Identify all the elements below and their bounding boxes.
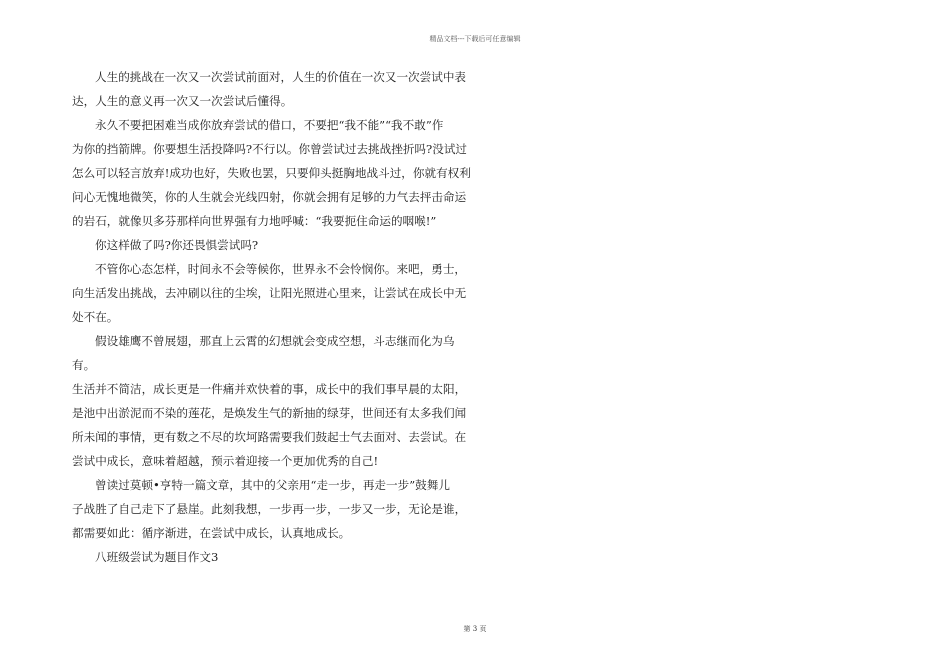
page-number: 第 3 页	[463, 625, 487, 633]
text-line: 处不在。	[72, 310, 119, 324]
page-header: 精品文档---下载后可任意编辑	[429, 35, 521, 43]
text-line: 是池中出淤泥而不染的莲花，是焕发生气的新抽的绿芽，世间还有太多我们闻	[72, 406, 467, 420]
section-title	[72, 545, 472, 569]
document-body	[72, 65, 472, 569]
paragraph-4	[72, 257, 472, 329]
paragraph-3	[72, 233, 472, 257]
text-line: 的岩石，就像贝多芬那样向世界强有力地呼喊：“我要扼住命运的咽喉!”	[72, 214, 437, 228]
text-line: 你这样做了吗?你还畏惧尝试吗?	[95, 238, 259, 252]
text-line: 为你的挡箭牌。你要想生活投降吗?不行以。你曾尝试过去挑战挫折吗?没试过	[72, 142, 468, 156]
text-line: 永久不要把困难当成你放弃尝试的借口，不要把“我不能”“我不敢”作	[95, 118, 444, 132]
text-line: 假设雄鹰不曾展翅，那直上云霄的幻想就会变成空想，斗志继而化为乌有。	[72, 334, 455, 372]
text-line: 八班级尝试为题目作文3	[95, 550, 219, 564]
paragraph-2	[72, 113, 472, 233]
text-line: 问心无愧地微笑，你的人生就会光线四射，你就会拥有足够的力气去抨击命运	[72, 190, 467, 204]
text-line: 曾读过莫顿•亨特一篇文章，其中的父亲用“走一步，再走一步”鼓舞儿	[95, 478, 450, 492]
text-line: 向生活发出挑战，去冲刷以往的尘埃，让阳光照进心里来，让尝试在成长中无	[72, 286, 467, 300]
paragraph-1	[72, 65, 472, 113]
text-line: 生活并不简洁，成长更是一件痛并欢快着的事，成长中的我们事早晨的太阳，	[72, 382, 467, 396]
text-line: 达，人生的意义再一次又一次尝试后懂得。	[72, 94, 293, 108]
paragraph-5	[72, 329, 472, 473]
text-line: 所未闻的事情，更有数之不尽的坎坷路需要我们鼓起士气去面对、去尝试。在	[72, 430, 467, 444]
text-line: 怎么可以轻言放弃!成功也好，失败也罢，只要仰头挺胸地战斗过，你就有权利	[72, 166, 471, 180]
text-line: 人生的挑战在一次又一次尝试前面对，人生的价值在一次又一次尝试中表	[95, 70, 467, 84]
text-line: 尝试中成长，意味着超越，预示着迎接一个更加优秀的自己!	[72, 454, 379, 468]
text-line: 子战胜了自己走下了悬崖。此刻我想，一步再一步，一步又一步，无论是谁，	[72, 502, 467, 516]
text-line: 不管你心态怎样，时间永不会等候你，世界永不会怜悯你。来吧，勇士，	[95, 262, 467, 276]
text-line: 都需要如此：循序渐进，在尝试中成长，认真地成长。	[72, 526, 351, 540]
paragraph-6	[72, 473, 472, 545]
